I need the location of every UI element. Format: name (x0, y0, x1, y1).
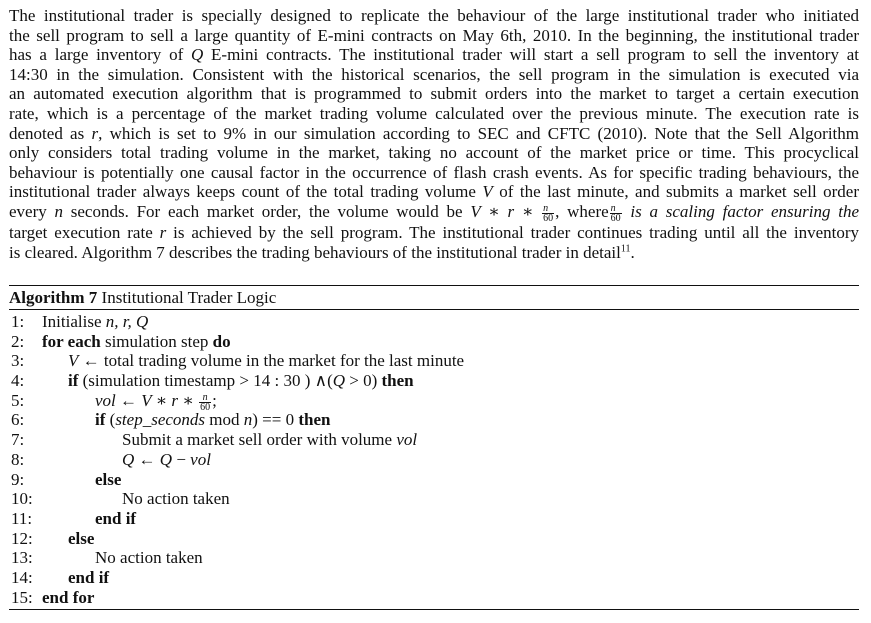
keyword: if (95, 410, 106, 430)
algorithm-line (9, 351, 859, 371)
text-run: No action taken (122, 489, 230, 509)
text-run: , where (555, 201, 609, 221)
text-run: No action taken (95, 548, 203, 568)
algorithm-block (9, 285, 859, 610)
text-run: E-mini contracts. The institutional trader will start a sell program to sell the inventory at (203, 45, 859, 65)
math-symbol: r (91, 123, 99, 143)
text-run: has a large inventory of (9, 45, 191, 65)
algorithm-line (9, 332, 859, 352)
math-symbol: n (243, 410, 253, 430)
line-content (42, 332, 231, 352)
algorithm-line (9, 450, 859, 470)
fraction-n-over-60 (610, 204, 622, 223)
line-content (68, 529, 94, 549)
text-run: ← (134, 449, 160, 469)
line-content (95, 509, 136, 529)
text-run: behaviour is potentially one causal factor in the occurrence of flash crash events. As for specific trading behaviours, the (9, 162, 859, 182)
algorithm-line (9, 489, 859, 509)
algorithm-line (9, 371, 859, 391)
keyword: if (68, 371, 79, 391)
line-content (122, 489, 230, 509)
math-symbol: V (482, 182, 493, 202)
text-run: the sell program to sell a large quantity of E-mini contracts on May 6th, 2010. In the beginning, the institutional trader (9, 25, 859, 45)
math-symbol: n (54, 201, 64, 221)
line-number: 2: (11, 331, 25, 351)
math-symbol: Q (159, 449, 173, 469)
math-symbol: vol (95, 390, 116, 410)
fraction-numerator: n (610, 204, 622, 214)
line-number: 4: (11, 371, 25, 391)
paragraph-line (9, 124, 859, 144)
text-run: (simulation timestamp > 14 : 30 ) ∧( (78, 371, 333, 391)
keyword: then (298, 410, 331, 430)
algorithm-label: Algorithm 7 (9, 288, 98, 307)
text-run: of the last minute, and submits a market sell order (492, 182, 859, 202)
algorithm-line (9, 390, 859, 414)
text-run: target execution rate (9, 223, 160, 243)
text-run: ; (212, 390, 217, 410)
math-symbol: vol (190, 449, 211, 469)
line-number: 10: (11, 489, 33, 509)
line-number: 7: (11, 430, 25, 450)
paragraph-line (9, 223, 859, 243)
line-content (95, 548, 203, 568)
text-run: is achieved by the sell program. The institutional trader continues trading until all the inventory (166, 223, 859, 243)
paragraph-line (9, 104, 859, 124)
line-number: 13: (11, 548, 33, 568)
keyword: do (212, 331, 231, 351)
text-run: only considers total trading volume in the market, taking no account of the market price or time. This procyclical (9, 143, 859, 163)
line-number: 9: (11, 469, 25, 489)
line-number: 11: (11, 508, 33, 528)
text-run: rate, which is a percentage of the market trading volume calculated over the previous minute. The execution rate is (9, 103, 859, 123)
algorithm-line (9, 470, 859, 490)
line-number: 6: (11, 410, 25, 430)
math-symbol: vol (396, 430, 418, 450)
text-run: denoted as (9, 123, 92, 143)
fraction-n-over-60 (542, 204, 554, 223)
text-run: ) == 0 (252, 410, 299, 430)
math-symbol: r (159, 223, 167, 243)
math-symbol: V (68, 351, 79, 371)
algorithm-line (9, 430, 859, 450)
text-run: Submit a market sell order with volume (122, 430, 397, 450)
math-symbol: Q (122, 449, 135, 469)
line-number: 5: (11, 390, 25, 410)
line-number: 14: (11, 567, 33, 587)
line-content (68, 568, 109, 588)
math-symbol: V ∗ r ∗ (141, 390, 199, 410)
line-content (42, 312, 148, 332)
keyword: end for (42, 587, 95, 607)
paragraph-line (9, 243, 859, 263)
line-number: 15: (11, 587, 33, 607)
line-content (95, 410, 330, 430)
text-run: institutional trader always keeps count of the total trading volume (9, 182, 483, 202)
text-run: The institutional trader is specially designed to replicate the behaviour of the large institutional trader who initiated (9, 6, 859, 25)
footnote-marker: 11 (620, 243, 631, 255)
line-content (42, 588, 94, 608)
keyword: for each (42, 331, 101, 351)
fraction-denominator: 60 (610, 213, 621, 225)
algorithm-line (9, 509, 859, 529)
paragraph-line (9, 65, 859, 85)
text-run: − (172, 449, 191, 469)
algorithm-line (9, 529, 859, 549)
line-content (68, 351, 464, 371)
text-run: ( (105, 410, 116, 430)
algorithm-caption (9, 286, 859, 309)
text-run: simulation step (100, 331, 213, 351)
text-run: 14:30 in the simulation. Consistent with the historical scenarios, the sell program in the simulation is executed via (9, 64, 859, 84)
keyword: end if (68, 567, 110, 587)
text-run: > 0) (345, 371, 382, 391)
math-symbol: Q (332, 371, 346, 391)
paragraph-line (9, 45, 859, 65)
text-run: Initialise (42, 312, 106, 331)
keyword: else (68, 528, 95, 548)
text-run: ← (115, 390, 142, 410)
algorithm-line (9, 568, 859, 588)
keyword: then (381, 371, 414, 391)
paragraph-line (9, 6, 859, 26)
text-run: , which is set to 9% in our simulation according to SEC and CFTC (2010). Note that the Sell Algorithm (98, 123, 859, 143)
algorithm-title: Institutional Trader Logic (101, 288, 277, 307)
line-number: 1: (11, 312, 25, 331)
math-symbol: Q (191, 45, 204, 65)
body-paragraph (9, 6, 859, 263)
line-content (122, 450, 211, 470)
algorithm-line (9, 548, 859, 568)
text-run: . (630, 243, 635, 263)
algorithm-line (9, 410, 859, 430)
line-number: 3: (11, 351, 25, 371)
fraction-n-over-60 (199, 393, 211, 412)
text-run: mod (205, 410, 244, 430)
paragraph-line (9, 26, 859, 46)
fraction-numerator: n (199, 393, 211, 403)
fraction-denominator: 60 (200, 402, 211, 414)
paragraph-line (9, 182, 859, 202)
text-run: every (9, 201, 55, 221)
line-content (95, 391, 217, 413)
algorithm-line (9, 588, 859, 608)
fraction-numerator: n (542, 204, 554, 214)
line-number: 12: (11, 528, 33, 548)
math-symbol: V ∗ r ∗ (470, 201, 534, 221)
line-content (95, 470, 121, 490)
fraction-denominator: 60 (543, 213, 554, 225)
paragraph-line (9, 163, 859, 183)
line-number: 8: (11, 449, 25, 469)
keyword: end if (95, 508, 137, 528)
algorithm-line (9, 312, 859, 332)
math-symbol: step_seconds (115, 410, 206, 430)
paragraph-line (9, 143, 859, 163)
line-content (68, 371, 414, 391)
math-symbol: n, r, Q (105, 312, 149, 331)
text-run: seconds. For each market order, the volume would be (63, 201, 471, 221)
paragraph-line (9, 84, 859, 104)
line-content (122, 430, 417, 450)
text-run: is cleared. Algorithm 7 describes the trading behaviours of the institutional trader in detail (9, 243, 621, 263)
text-run: ← total trading volume in the market for the last minute (78, 351, 465, 371)
algorithm-lines (9, 310, 859, 609)
keyword: else (95, 469, 122, 489)
text-run: an automated execution algorithm that is programmed to submit orders into the market to target a certain execution (9, 84, 859, 104)
math-symbol: is a scaling factor ensuring the (622, 201, 860, 221)
paragraph-line (9, 202, 859, 224)
algorithm-bottom-rule (9, 609, 859, 610)
